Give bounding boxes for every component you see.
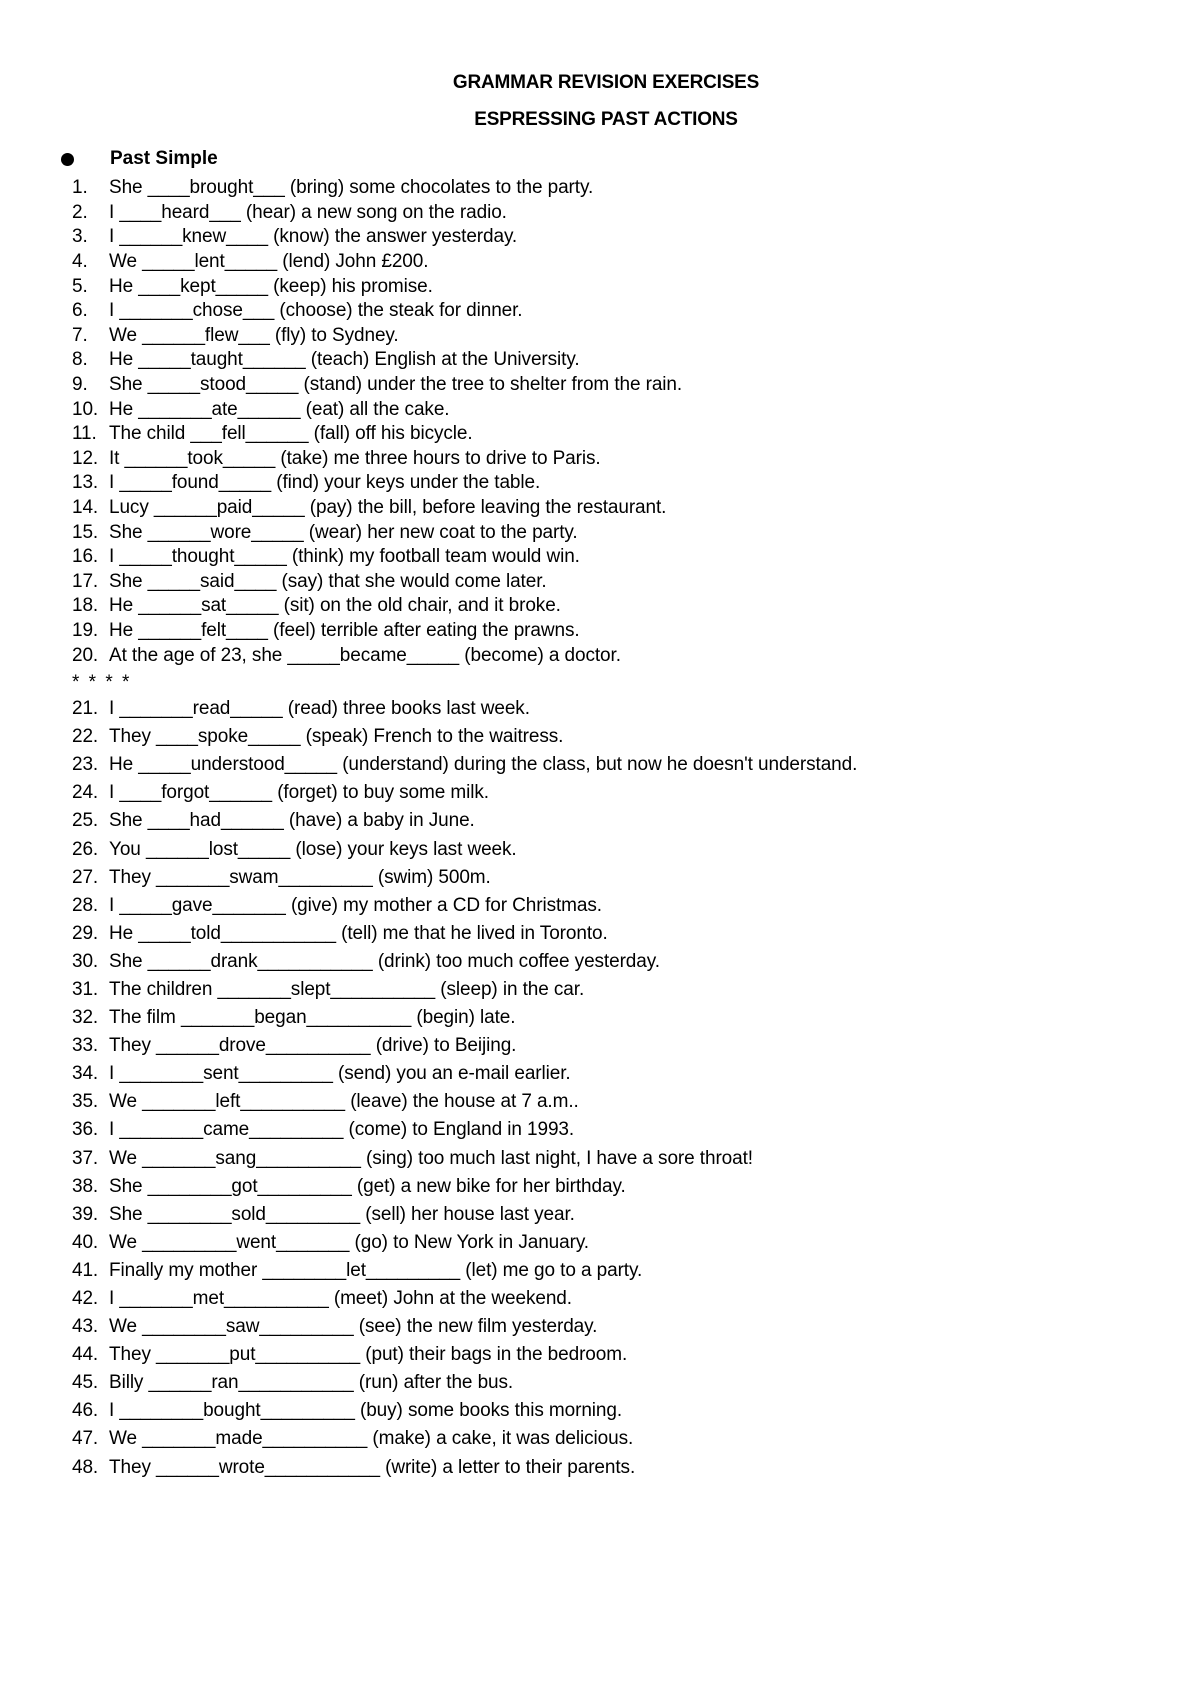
exercise-item: [72, 1201, 857, 1229]
exercise-text: She _____said____ (say) that she would come later.: [109, 570, 547, 592]
exercise-item: [72, 422, 682, 447]
exercise-text: Finally my mother ________let_________ (let) me go to a party.: [109, 1259, 643, 1281]
exercise-number: 10.: [72, 398, 99, 420]
exercise-text: The film _______began__________ (begin) late.: [109, 1007, 516, 1029]
exercise-item: [72, 1257, 857, 1285]
exercise-number: 34.: [72, 1063, 99, 1085]
exercise-item: [72, 948, 857, 976]
exercise-text: She ________got_________ (get) a new bike for her birthday.: [109, 1175, 626, 1197]
exercise-item: [72, 201, 682, 226]
exercise-text: He _____told___________ (tell) me that he lived in Toronto.: [109, 922, 608, 944]
exercise-number: 32.: [72, 1007, 99, 1029]
exercise-item: [72, 1145, 857, 1173]
exercise-number: 31.: [72, 978, 99, 1000]
exercise-number: 39.: [72, 1203, 99, 1225]
exercise-item: [72, 864, 857, 892]
exercise-number: 9.: [72, 374, 88, 396]
exercise-text: I _____found_____ (find) your keys under the table.: [109, 472, 541, 494]
exercise-item: [72, 807, 857, 835]
exercise-number: 25.: [72, 810, 99, 832]
exercise-item: [72, 1116, 857, 1144]
exercise-item: [72, 324, 682, 349]
exercise-text: We _________went_______ (go) to New York in January.: [109, 1231, 589, 1253]
exercise-item: [72, 892, 857, 920]
exercise-text: She ______drank___________ (drink) too much coffee yesterday.: [109, 950, 660, 972]
section-heading-label: Past Simple: [110, 148, 218, 169]
exercise-item: [72, 447, 682, 472]
exercise-text: They _______put__________ (put) their bags in the bedroom.: [109, 1344, 628, 1366]
exercise-number: 20.: [72, 644, 99, 666]
exercise-item: [72, 299, 682, 324]
exercise-item: [72, 723, 857, 751]
exercise-number: 21.: [72, 698, 99, 720]
exercise-text: They ______wrote___________ (write) a letter to their parents.: [109, 1456, 636, 1478]
exercise-number: 41.: [72, 1259, 99, 1281]
exercise-item: [72, 1004, 857, 1032]
exercise-text: The children _______slept__________ (sleep) in the car.: [109, 978, 585, 1000]
exercise-number: 27.: [72, 866, 99, 888]
exercise-item: [72, 348, 682, 373]
exercise-number: 26.: [72, 838, 99, 860]
exercise-number: 5.: [72, 275, 88, 297]
document-title: GRAMMAR REVISION EXERCISES: [452, 72, 760, 93]
exercise-number: 6.: [72, 300, 88, 322]
exercise-number: 29.: [72, 922, 99, 944]
exercise-item: [72, 496, 682, 521]
exercise-text: I ____heard___ (hear) a new song on the radio.: [109, 201, 507, 223]
exercise-text: She ____had______ (have) a baby in June.: [109, 810, 475, 832]
exercise-text: I _______met__________ (meet) John at the weekend.: [109, 1288, 572, 1310]
exercise-item: [72, 225, 682, 250]
exercise-text: They _______swam_________ (swim) 500m.: [109, 866, 491, 888]
exercise-text: We ________saw_________ (see) the new film yesterday.: [109, 1316, 598, 1338]
exercise-text: They ____spoke_____ (speak) French to the waitress.: [109, 726, 564, 748]
exercise-number: 3.: [72, 226, 88, 248]
exercise-item: [72, 594, 682, 619]
exercise-text: They ______drove__________ (drive) to Beijing.: [109, 1035, 517, 1057]
exercise-text: He _____understood_____ (understand) during the class, but now he doesn't understand.: [109, 754, 858, 776]
section-separator: * * * *: [72, 672, 132, 693]
exercise-text: He ______felt____ (feel) terrible after eating the prawns.: [109, 619, 580, 641]
exercise-text: He ______sat_____ (sit) on the old chair, and it broke.: [109, 595, 561, 617]
exercise-number: 42.: [72, 1288, 99, 1310]
exercise-text: We _______made__________ (make) a cake, it was delicious.: [109, 1428, 634, 1450]
exercise-item: [72, 1060, 857, 1088]
exercise-item: [72, 1285, 857, 1313]
exercise-item: [72, 520, 682, 545]
exercise-number: 37.: [72, 1147, 99, 1169]
exercise-item: [72, 274, 682, 299]
exercise-text: She ________sold_________ (sell) her house last year.: [109, 1203, 575, 1225]
exercise-text: Lucy ______paid_____ (pay) the bill, before leaving the restaurant.: [109, 497, 667, 519]
exercise-text: We _____lent_____ (lend) John £200.: [109, 251, 429, 273]
exercise-text: We _______left__________ (leave) the house at 7 a.m..: [109, 1091, 579, 1113]
exercise-item: [72, 570, 682, 595]
exercise-number: 33.: [72, 1035, 99, 1057]
exercise-item: [72, 976, 857, 1004]
exercise-number: 46.: [72, 1400, 99, 1422]
exercise-item: [72, 695, 857, 723]
exercise-item: [72, 1088, 857, 1116]
exercise-number: 43.: [72, 1316, 99, 1338]
exercise-number: 45.: [72, 1372, 99, 1394]
exercise-text: The child ___fell______ (fall) off his bicycle.: [109, 423, 473, 445]
exercise-text: She ______wore_____ (wear) her new coat to the party.: [109, 521, 578, 543]
exercise-text: She _____stood_____ (stand) under the tree to shelter from the rain.: [109, 374, 683, 396]
exercise-text: We ______flew___ (fly) to Sydney.: [109, 324, 399, 346]
exercise-number: 17.: [72, 570, 99, 592]
exercise-item: [72, 471, 682, 496]
exercise-text: I ________bought_________ (buy) some books this morning.: [109, 1400, 623, 1422]
exercise-text: He ____kept_____ (keep) his promise.: [109, 275, 433, 297]
exercise-item: [72, 619, 682, 644]
exercise-item: [72, 1397, 857, 1425]
exercise-item: [72, 920, 857, 948]
exercise-number: 19.: [72, 619, 99, 641]
exercise-item: [72, 1173, 857, 1201]
exercise-number: 47.: [72, 1428, 99, 1450]
exercise-item: [72, 643, 682, 668]
exercise-text: I _______chose___ (choose) the steak for dinner.: [109, 300, 523, 322]
exercise-text: Billy ______ran___________ (run) after the bus.: [109, 1372, 514, 1394]
exercise-text: She ____brought___ (bring) some chocolates to the party.: [109, 177, 594, 199]
exercise-number: 12.: [72, 447, 99, 469]
exercise-number: 11.: [72, 423, 97, 445]
exercise-text: I _____gave_______ (give) my mother a CD for Christmas.: [109, 894, 602, 916]
exercise-item: [72, 1229, 857, 1257]
exercise-number: 4.: [72, 251, 88, 273]
exercise-text: I ________came_________ (come) to England in 1993.: [109, 1119, 575, 1141]
exercise-number: 16.: [72, 546, 99, 568]
exercise-item: [72, 1425, 857, 1453]
exercise-item: [72, 545, 682, 570]
exercise-number: 28.: [72, 894, 99, 916]
exercise-item: [72, 1032, 857, 1060]
exercise-item: [72, 1313, 857, 1341]
exercise-item: [72, 779, 857, 807]
exercise-number: 14.: [72, 497, 99, 519]
exercise-list-part1: [72, 176, 682, 668]
exercise-text: I _______read_____ (read) three books last week.: [109, 698, 530, 720]
exercise-item: [72, 1369, 857, 1397]
exercise-text: He _______ate______ (eat) all the cake.: [109, 398, 450, 420]
bullet-icon: [61, 153, 74, 166]
exercise-number: 23.: [72, 754, 99, 776]
exercise-item: [72, 751, 857, 779]
exercise-number: 1.: [72, 177, 88, 199]
exercise-number: 18.: [72, 595, 99, 617]
exercise-item: [72, 1454, 857, 1482]
exercise-number: 13.: [72, 472, 99, 494]
exercise-number: 7.: [72, 324, 88, 346]
exercise-number: 2.: [72, 201, 88, 223]
exercise-text: I _____thought_____ (think) my football team would win.: [109, 546, 580, 568]
exercise-number: 30.: [72, 950, 99, 972]
exercise-number: 24.: [72, 782, 99, 804]
exercise-text: It ______took_____ (take) me three hours to drive to Paris.: [109, 447, 601, 469]
exercise-number: 44.: [72, 1344, 99, 1366]
exercise-number: 8.: [72, 349, 88, 371]
exercise-number: 40.: [72, 1231, 99, 1253]
exercise-text: I ______knew____ (know) the answer yesterday.: [109, 226, 518, 248]
exercise-item: [72, 373, 682, 398]
exercise-text: We _______sang__________ (sing) too much last night, I have a sore throat!: [109, 1147, 753, 1169]
exercise-text: At the age of 23, she _____became_____ (become) a doctor.: [109, 644, 621, 666]
exercise-number: 36.: [72, 1119, 99, 1141]
exercise-number: 22.: [72, 726, 99, 748]
exercise-list-part2: [72, 695, 857, 1482]
exercise-text: You ______lost_____ (lose) your keys last week.: [109, 838, 517, 860]
exercise-text: He _____taught______ (teach) English at the University.: [109, 349, 580, 371]
exercise-item: [72, 250, 682, 275]
exercise-number: 15.: [72, 521, 99, 543]
exercise-number: 35.: [72, 1091, 99, 1113]
exercise-text: I ____forgot______ (forget) to buy some milk.: [109, 782, 489, 804]
section-heading: [60, 148, 218, 170]
exercise-item: [72, 1341, 857, 1369]
exercise-item: [72, 176, 682, 201]
exercise-number: 38.: [72, 1175, 99, 1197]
document-subtitle: ESPRESSING PAST ACTIONS: [474, 109, 738, 130]
exercise-number: 48.: [72, 1456, 99, 1478]
exercise-item: [72, 397, 682, 422]
exercise-text: I ________sent_________ (send) you an e-mail earlier.: [109, 1063, 571, 1085]
exercise-item: [72, 835, 857, 863]
